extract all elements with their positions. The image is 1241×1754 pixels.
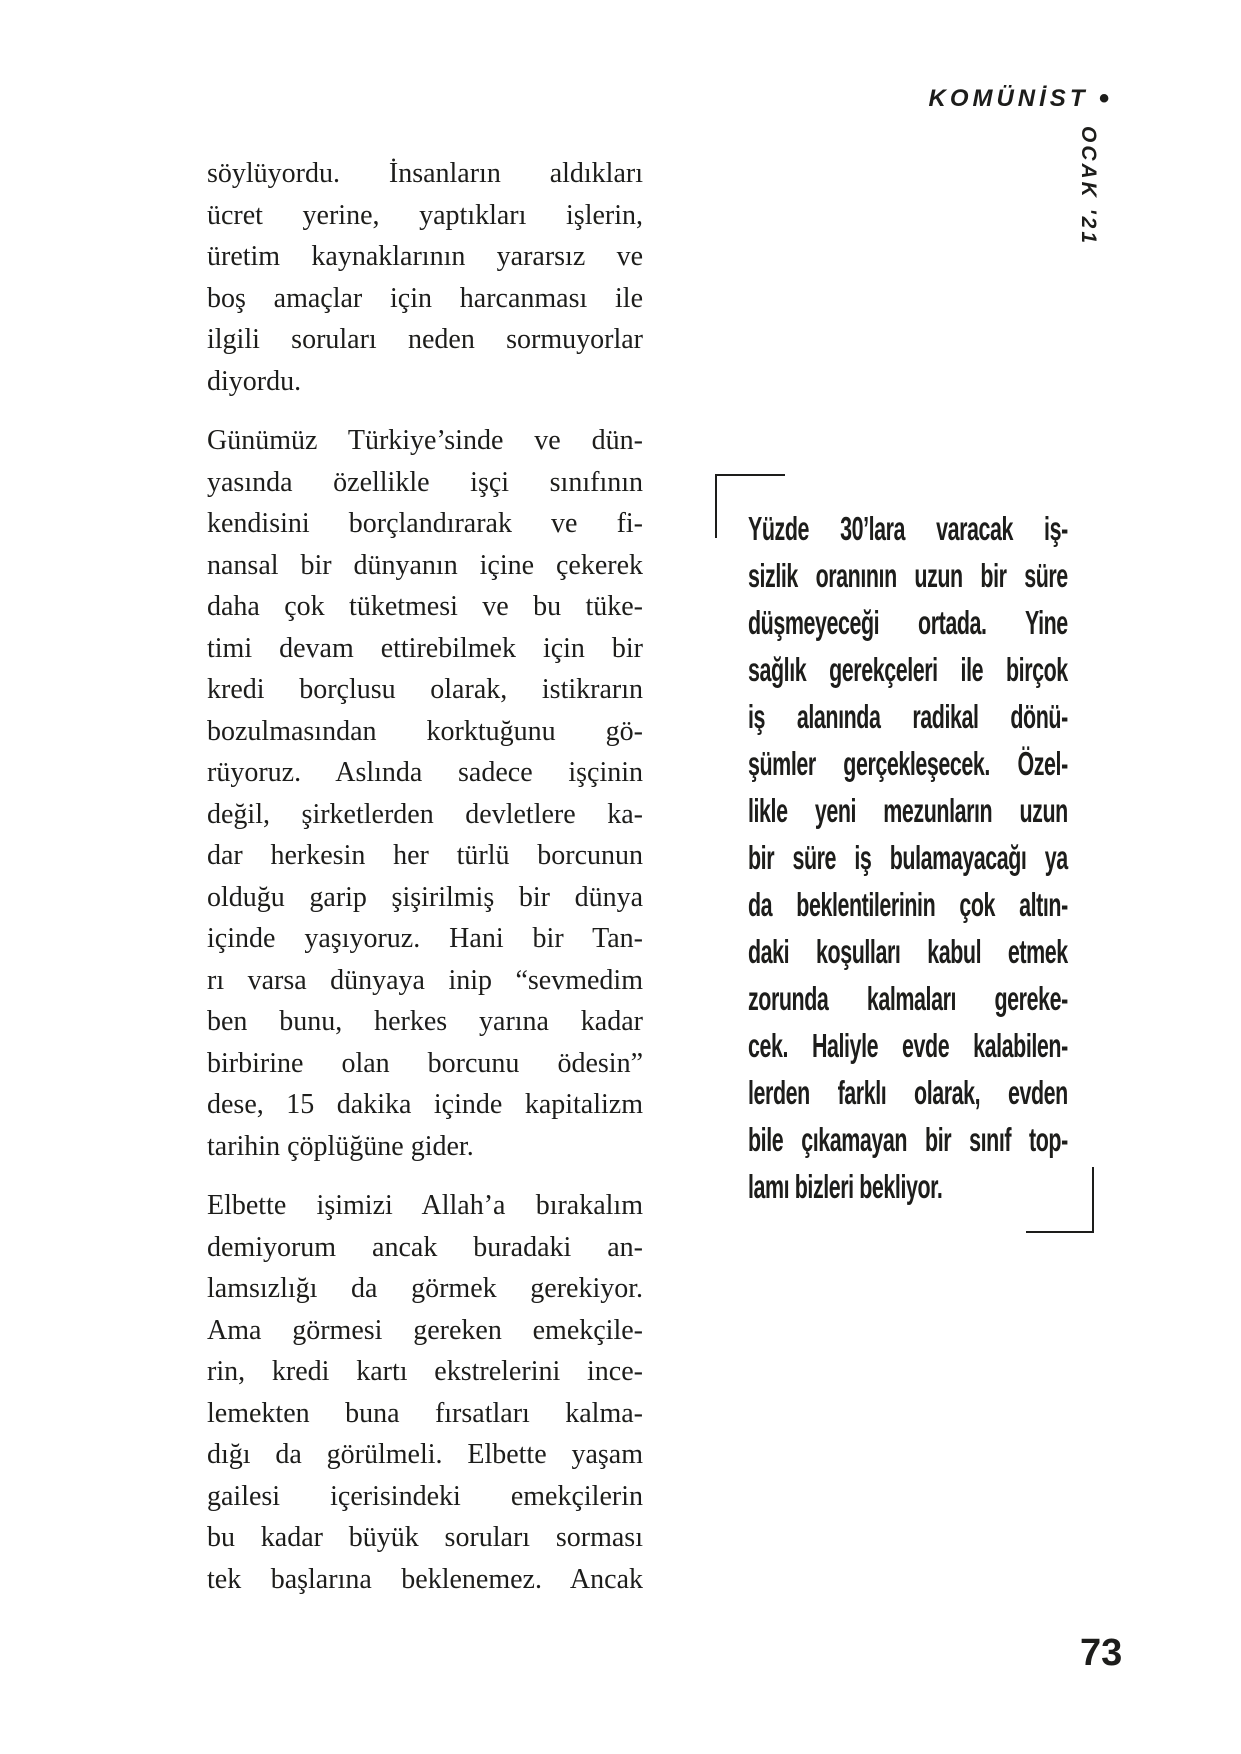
body-text-line: üretim kaynaklarının yararsız ve: [207, 241, 643, 272]
pullquote-line: sağlık gerekçeleri ile birçok: [748, 651, 1068, 688]
body-text-line: rin, kredi kartı ekstrelerini ince-: [207, 1356, 643, 1387]
body-text-line: bu kadar büyük soruları sorması: [207, 1522, 643, 1553]
issue-label: OCAK '21: [1077, 126, 1100, 247]
pullquote-line: bir süre iş bulamayacağı ya: [748, 839, 1068, 876]
body-text-line: diyordu.: [207, 365, 302, 397]
pullquote-line: cek. Haliyle evde kalabilen-: [748, 1027, 1068, 1064]
body-text-line: olduğu garip şişirilmiş bir dünya: [207, 881, 643, 913]
body-text-line: birbirine olan borcunu ödesin”: [207, 1047, 643, 1079]
body-text-line: içinde yaşıyoruz. Hani bir Tan-: [207, 923, 643, 954]
body-text-line: rı varsa dünyaya inip “sevmedim: [207, 964, 643, 996]
pullquote-line: Yüzde 30’lara varacak iş-: [748, 510, 1068, 547]
body-text-line: daha çok tüketmesi ve bu tüke-: [207, 591, 643, 622]
body-text-line: timi devam ettirebilmek için bir: [207, 632, 643, 664]
body-text-line: ilgili soruları neden sormuyorlar: [207, 324, 643, 355]
body-text-line: Günümüz Türkiye’sinde ve dün-: [207, 425, 643, 456]
magazine-title: KOMÜNİST: [928, 85, 1089, 112]
pullquote-line: sizlik oranının uzun bir süre: [748, 557, 1068, 594]
body-text-line: dığı da görülmeli. Elbette yaşam: [207, 1439, 643, 1470]
body-text-line: ücret yerine, yaptıkları işlerin,: [207, 199, 643, 231]
body-text-line: demiyorum ancak buradaki an-: [207, 1231, 643, 1263]
body-text-line: gailesi içerisindeki emekçilerin: [207, 1480, 643, 1512]
body-text-line: nansal bir dünyanın içine çekerek: [207, 549, 643, 581]
pullquote-line: bile çıkamayan bir sınıf top-: [748, 1121, 1068, 1158]
body-text-line: dese, 15 dakika içinde kapitalizm: [207, 1089, 643, 1120]
pullquote-line: zorunda kalmaları gereke-: [748, 980, 1068, 1017]
pullquote-close-bracket: [1026, 1167, 1094, 1233]
body-text-line: lemekten buna fırsatları kalma-: [207, 1397, 643, 1429]
masthead: [928, 84, 1109, 114]
page-number: 73: [1080, 1632, 1123, 1674]
body-text-line: kendisini borçlandırarak ve fi-: [207, 508, 643, 539]
pullquote-line: iş alanında radikal dönü-: [748, 698, 1068, 735]
body-text-line: Ama görmesi gereken emekçile-: [207, 1314, 643, 1346]
pullquote-line: daki koşulları kabul etmek: [748, 933, 1068, 970]
body-text-line: yasında özellikle işçi sınıfının: [207, 466, 643, 498]
body-text-line: kredi borçlusu olarak, istikrarın: [207, 674, 643, 705]
paragraph: [207, 153, 643, 402]
body-text-line: tarihin çöplüğüne gider.: [207, 1130, 474, 1162]
pullquote-line: lamı bizleri bekliyor.: [748, 1168, 943, 1205]
body-text-line: rüyoruz. Aslında sadece işçinin: [207, 757, 643, 788]
pullquote-line: likle yeni mezunların uzun: [748, 792, 1068, 829]
body-text-line: Elbette işimizi Allah’a bırakalım: [207, 1190, 643, 1221]
body-text-line: ben bunu, herkes yarına kadar: [207, 1006, 643, 1037]
pullquote-line: şümler gerçekleşecek. Özel-: [748, 745, 1068, 782]
pullquote: [748, 505, 1068, 1210]
paragraph: [207, 1185, 643, 1600]
body-text-line: lamsızlığı da görmek gerekiyor.: [207, 1273, 643, 1304]
body-text-line: değil, şirketlerden devletlere ka-: [207, 798, 643, 830]
bullet-icon: •: [1098, 82, 1109, 115]
body-text-line: boş amaçlar için harcanması ile: [207, 282, 643, 314]
body-text-line: söylüyordu. İnsanların aldıkları: [207, 158, 643, 189]
article-body: [207, 153, 643, 1618]
pullquote-line: düşmeyeceği ortada. Yine: [748, 604, 1068, 641]
body-text-line: tek başlarına beklenemez. Ancak: [207, 1563, 643, 1595]
pullquote-line: da beklentilerinin çok altın-: [748, 886, 1068, 923]
body-text-line: bozulmasından korktuğunu gö-: [207, 715, 643, 747]
pullquote-line: lerden farklı olarak, evden: [748, 1074, 1068, 1111]
paragraph: [207, 420, 643, 1167]
body-text-line: dar herkesin her türlü borcunun: [207, 840, 643, 871]
